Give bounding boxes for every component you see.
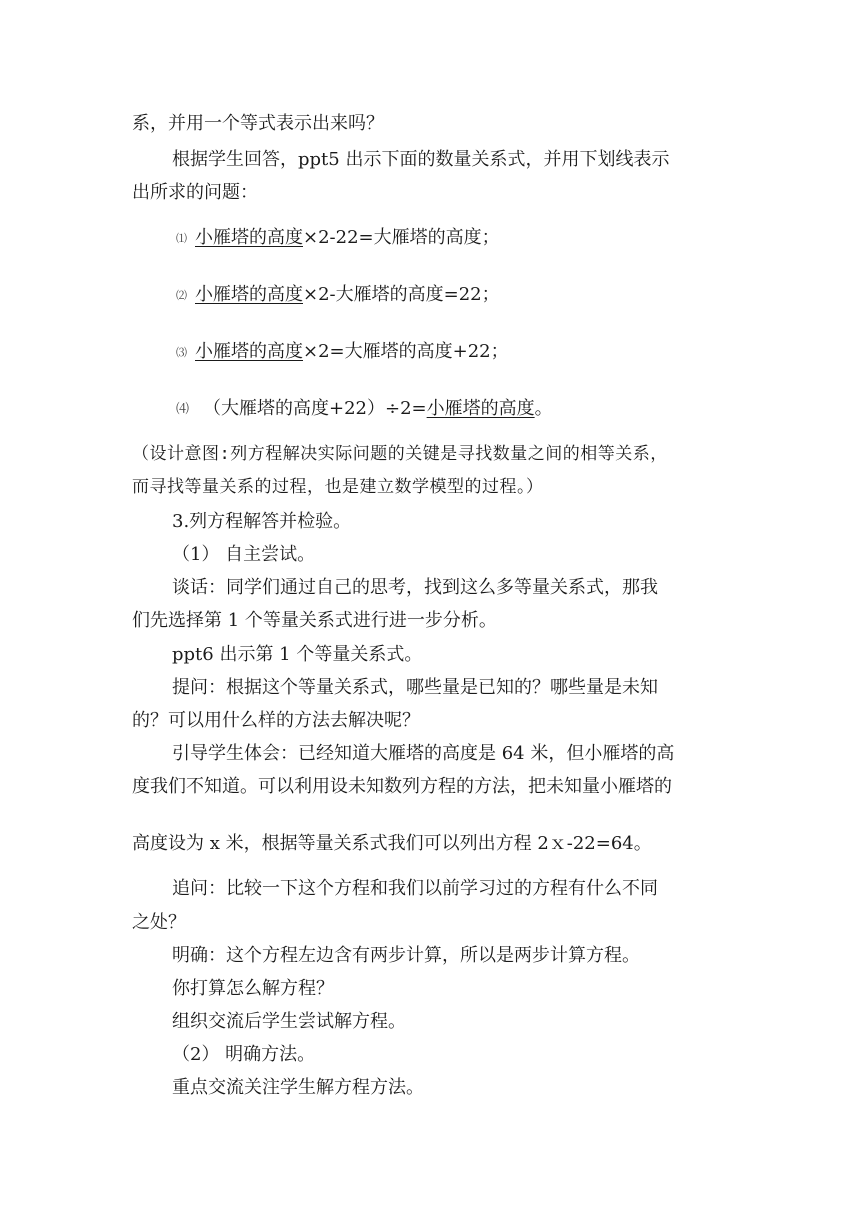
text-line: 提问：根据这个等量关系式，哪些量是已知的？哪些量是未知: [172, 677, 658, 698]
text-line: 之处？: [132, 912, 186, 933]
text-line: ppt6 出示第 1 个等量关系式。: [172, 644, 423, 665]
text-line: 引导学生体会：已经知道大雁塔的高度是 64 米，但小雁塔的高: [172, 743, 675, 764]
list-number: ⑴: [176, 232, 187, 245]
underlined-unknown: 小雁塔的高度: [426, 398, 535, 419]
equation-post: 。: [534, 398, 553, 419]
equation-2: [176, 283, 500, 308]
equation-rest: ×2-大雁塔的高度=22；: [303, 284, 500, 305]
text-line: 度我们不知道。可以利用设未知数列方程的方法，把未知量小雁塔的: [132, 776, 672, 797]
text-line: 追问：比较一下这个方程和我们以前学习过的方程有什么不同: [172, 878, 658, 899]
subsection-heading: （2） 明确方法。: [172, 1044, 316, 1065]
text-line: 的？可以用什么样的方法去解决呢？: [132, 710, 420, 731]
list-number: ⑷: [176, 402, 190, 417]
equation-4: [176, 397, 553, 422]
underlined-unknown: 小雁塔的高度: [195, 227, 303, 248]
text-line: 出所求的问题：: [132, 182, 258, 203]
subsection-heading: （1） 自主尝试。: [172, 544, 316, 565]
text-line: 们先选择第 1 个等量关系式进行进一步分析。: [132, 610, 497, 631]
equation-pre: （大雁塔的高度+22）÷2=: [203, 398, 427, 419]
design-intent-line: （设计意图:列方程解决实际问题的关键是寻找数量之间的相等关系，: [132, 444, 668, 464]
text-line: 你打算怎么解方程？: [172, 978, 334, 999]
underlined-unknown: 小雁塔的高度: [195, 284, 303, 305]
list-number: ⑶: [176, 346, 187, 359]
text-line: 谈话：同学们通过自己的思考，找到这么多等量关系式，那我: [172, 577, 658, 598]
equation-rest: ×2=大雁塔的高度+22；: [303, 341, 509, 362]
text-line: 明确：这个方程左边含有两步计算，所以是两步计算方程。: [172, 945, 640, 966]
equation-rest: ×2-22=大雁塔的高度；: [303, 227, 500, 248]
underlined-unknown: 小雁塔的高度: [195, 341, 303, 362]
text-line: 重点交流关注学生解方程方法。: [172, 1077, 424, 1098]
text-line: 高度设为 x 米，根据等量关系式我们可以列出方程 2ｘ-22=64。: [132, 833, 652, 854]
list-number: ⑵: [176, 289, 187, 302]
equation-3: [176, 340, 509, 365]
text-line: 组织交流后学生尝试解方程。: [172, 1011, 406, 1032]
section-heading: 3.列方程解答并检验。: [172, 511, 352, 532]
text-line: 系，并用一个等式表示出来吗？: [132, 113, 384, 134]
design-intent-line: 而寻找等量关系的过程，也是建立数学模型的过程。）: [132, 477, 544, 497]
text-line: 根据学生回答，ppt5 出示下面的数量关系式，并用下划线表示: [172, 149, 670, 170]
equation-1: [176, 226, 500, 251]
